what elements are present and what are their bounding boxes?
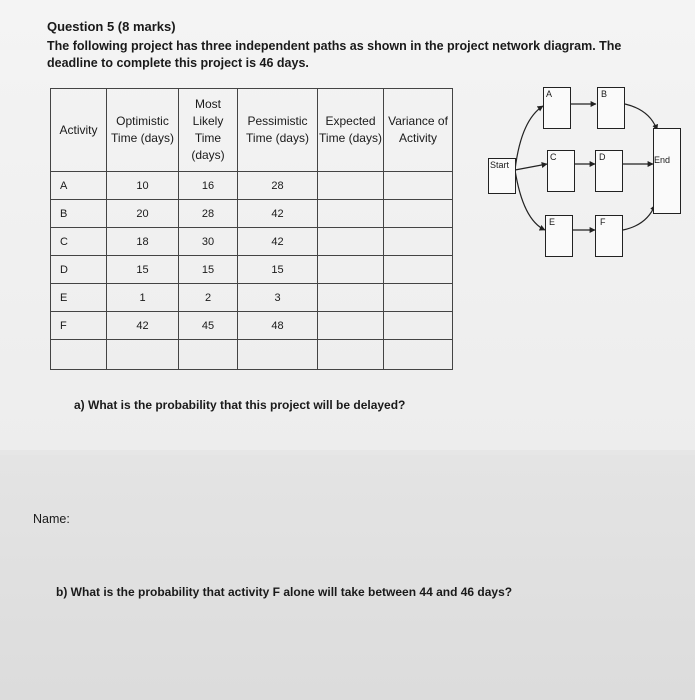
question-title: Question 5 (8 marks): [47, 19, 176, 34]
node-e: [545, 215, 573, 257]
activity-cell: B: [51, 200, 107, 228]
optimistic-cell: 15: [107, 256, 179, 284]
variance-cell[interactable]: [384, 284, 453, 312]
expected-cell[interactable]: [318, 256, 384, 284]
table-row: [51, 172, 453, 200]
optimistic-cell: 10: [107, 172, 179, 200]
question-intro: The following project has three independent paths as shown in the project network diagram. The deadline to complete this project is 46 days.: [47, 39, 622, 70]
node-start-label: Start: [490, 160, 510, 170]
variance-cell[interactable]: [384, 172, 453, 200]
arrow-start-e: [515, 170, 545, 230]
pessimistic-cell: 15: [238, 256, 318, 284]
header-pessimistic: Pessimistic Time (days): [238, 89, 318, 172]
question-part-a: a) What is the probability that this project will be delayed?: [74, 398, 406, 412]
blank-cell: [107, 340, 179, 370]
most-likely-cell: 45: [179, 312, 238, 340]
header-optimistic: Optimistic Time (days): [107, 89, 179, 172]
optimistic-cell: 1: [107, 284, 179, 312]
table-row: [51, 284, 453, 312]
most-likely-cell: 15: [179, 256, 238, 284]
expected-cell[interactable]: [318, 228, 384, 256]
pessimistic-cell: 42: [238, 200, 318, 228]
pessimistic-cell: 28: [238, 172, 318, 200]
node-start: [488, 158, 516, 194]
arrow-start-a: [515, 106, 543, 170]
activity-cell: E: [51, 284, 107, 312]
activity-cell: A: [51, 172, 107, 200]
pessimistic-cell: 42: [238, 228, 318, 256]
blank-cell: [318, 340, 384, 370]
optimistic-cell: 42: [107, 312, 179, 340]
most-likely-cell: 30: [179, 228, 238, 256]
activity-table: [50, 88, 453, 370]
blank-cell: [384, 340, 453, 370]
question-part-b: b) What is the probability that activity F alone will take between 44 and 46 days?: [56, 585, 513, 599]
table-header-row: [51, 89, 453, 172]
table-blank-row: [51, 340, 453, 370]
arrow-start-c: [515, 164, 547, 170]
worksheet-lower-sheet: [0, 455, 695, 700]
pessimistic-cell: 3: [238, 284, 318, 312]
expected-cell[interactable]: [318, 312, 384, 340]
node-d-label: D: [599, 152, 606, 162]
arrow-b-end: [625, 104, 657, 130]
blank-cell: [51, 340, 107, 370]
node-f: [595, 215, 623, 257]
expected-cell[interactable]: [318, 200, 384, 228]
activity-cell: D: [51, 256, 107, 284]
node-end: [653, 128, 681, 214]
variance-cell[interactable]: [384, 312, 453, 340]
node-c-label: C: [550, 152, 557, 162]
node-b-label: B: [601, 89, 608, 99]
variance-cell[interactable]: [384, 256, 453, 284]
node-f-label: F: [600, 217, 606, 227]
activity-cell: F: [51, 312, 107, 340]
table-row: [51, 312, 453, 340]
optimistic-cell: 18: [107, 228, 179, 256]
table-row: [51, 228, 453, 256]
name-label: Name:: [33, 512, 70, 526]
most-likely-cell: 28: [179, 200, 238, 228]
arrow-f-end: [623, 205, 655, 230]
variance-cell[interactable]: [384, 228, 453, 256]
header-most-likely: Most Likely Time (days): [179, 89, 238, 172]
variance-cell[interactable]: [384, 200, 453, 228]
blank-cell: [179, 340, 238, 370]
activity-cell: C: [51, 228, 107, 256]
table-row: [51, 200, 453, 228]
expected-cell[interactable]: [318, 172, 384, 200]
node-e-label: E: [549, 217, 556, 227]
expected-cell[interactable]: [318, 284, 384, 312]
most-likely-cell: 2: [179, 284, 238, 312]
header-variance: Variance of Activity: [384, 89, 453, 172]
optimistic-cell: 20: [107, 200, 179, 228]
table-row: [51, 256, 453, 284]
pessimistic-cell: 48: [238, 312, 318, 340]
most-likely-cell: 16: [179, 172, 238, 200]
blank-cell: [238, 340, 318, 370]
node-d: [595, 150, 623, 192]
header-expected: Expected Time (days): [318, 89, 384, 172]
node-end-label: End: [654, 155, 671, 165]
node-b: [597, 87, 625, 129]
node-a: [543, 87, 571, 129]
node-a-label: A: [546, 89, 553, 99]
node-c: [547, 150, 575, 192]
header-activity: Activity: [51, 89, 107, 172]
